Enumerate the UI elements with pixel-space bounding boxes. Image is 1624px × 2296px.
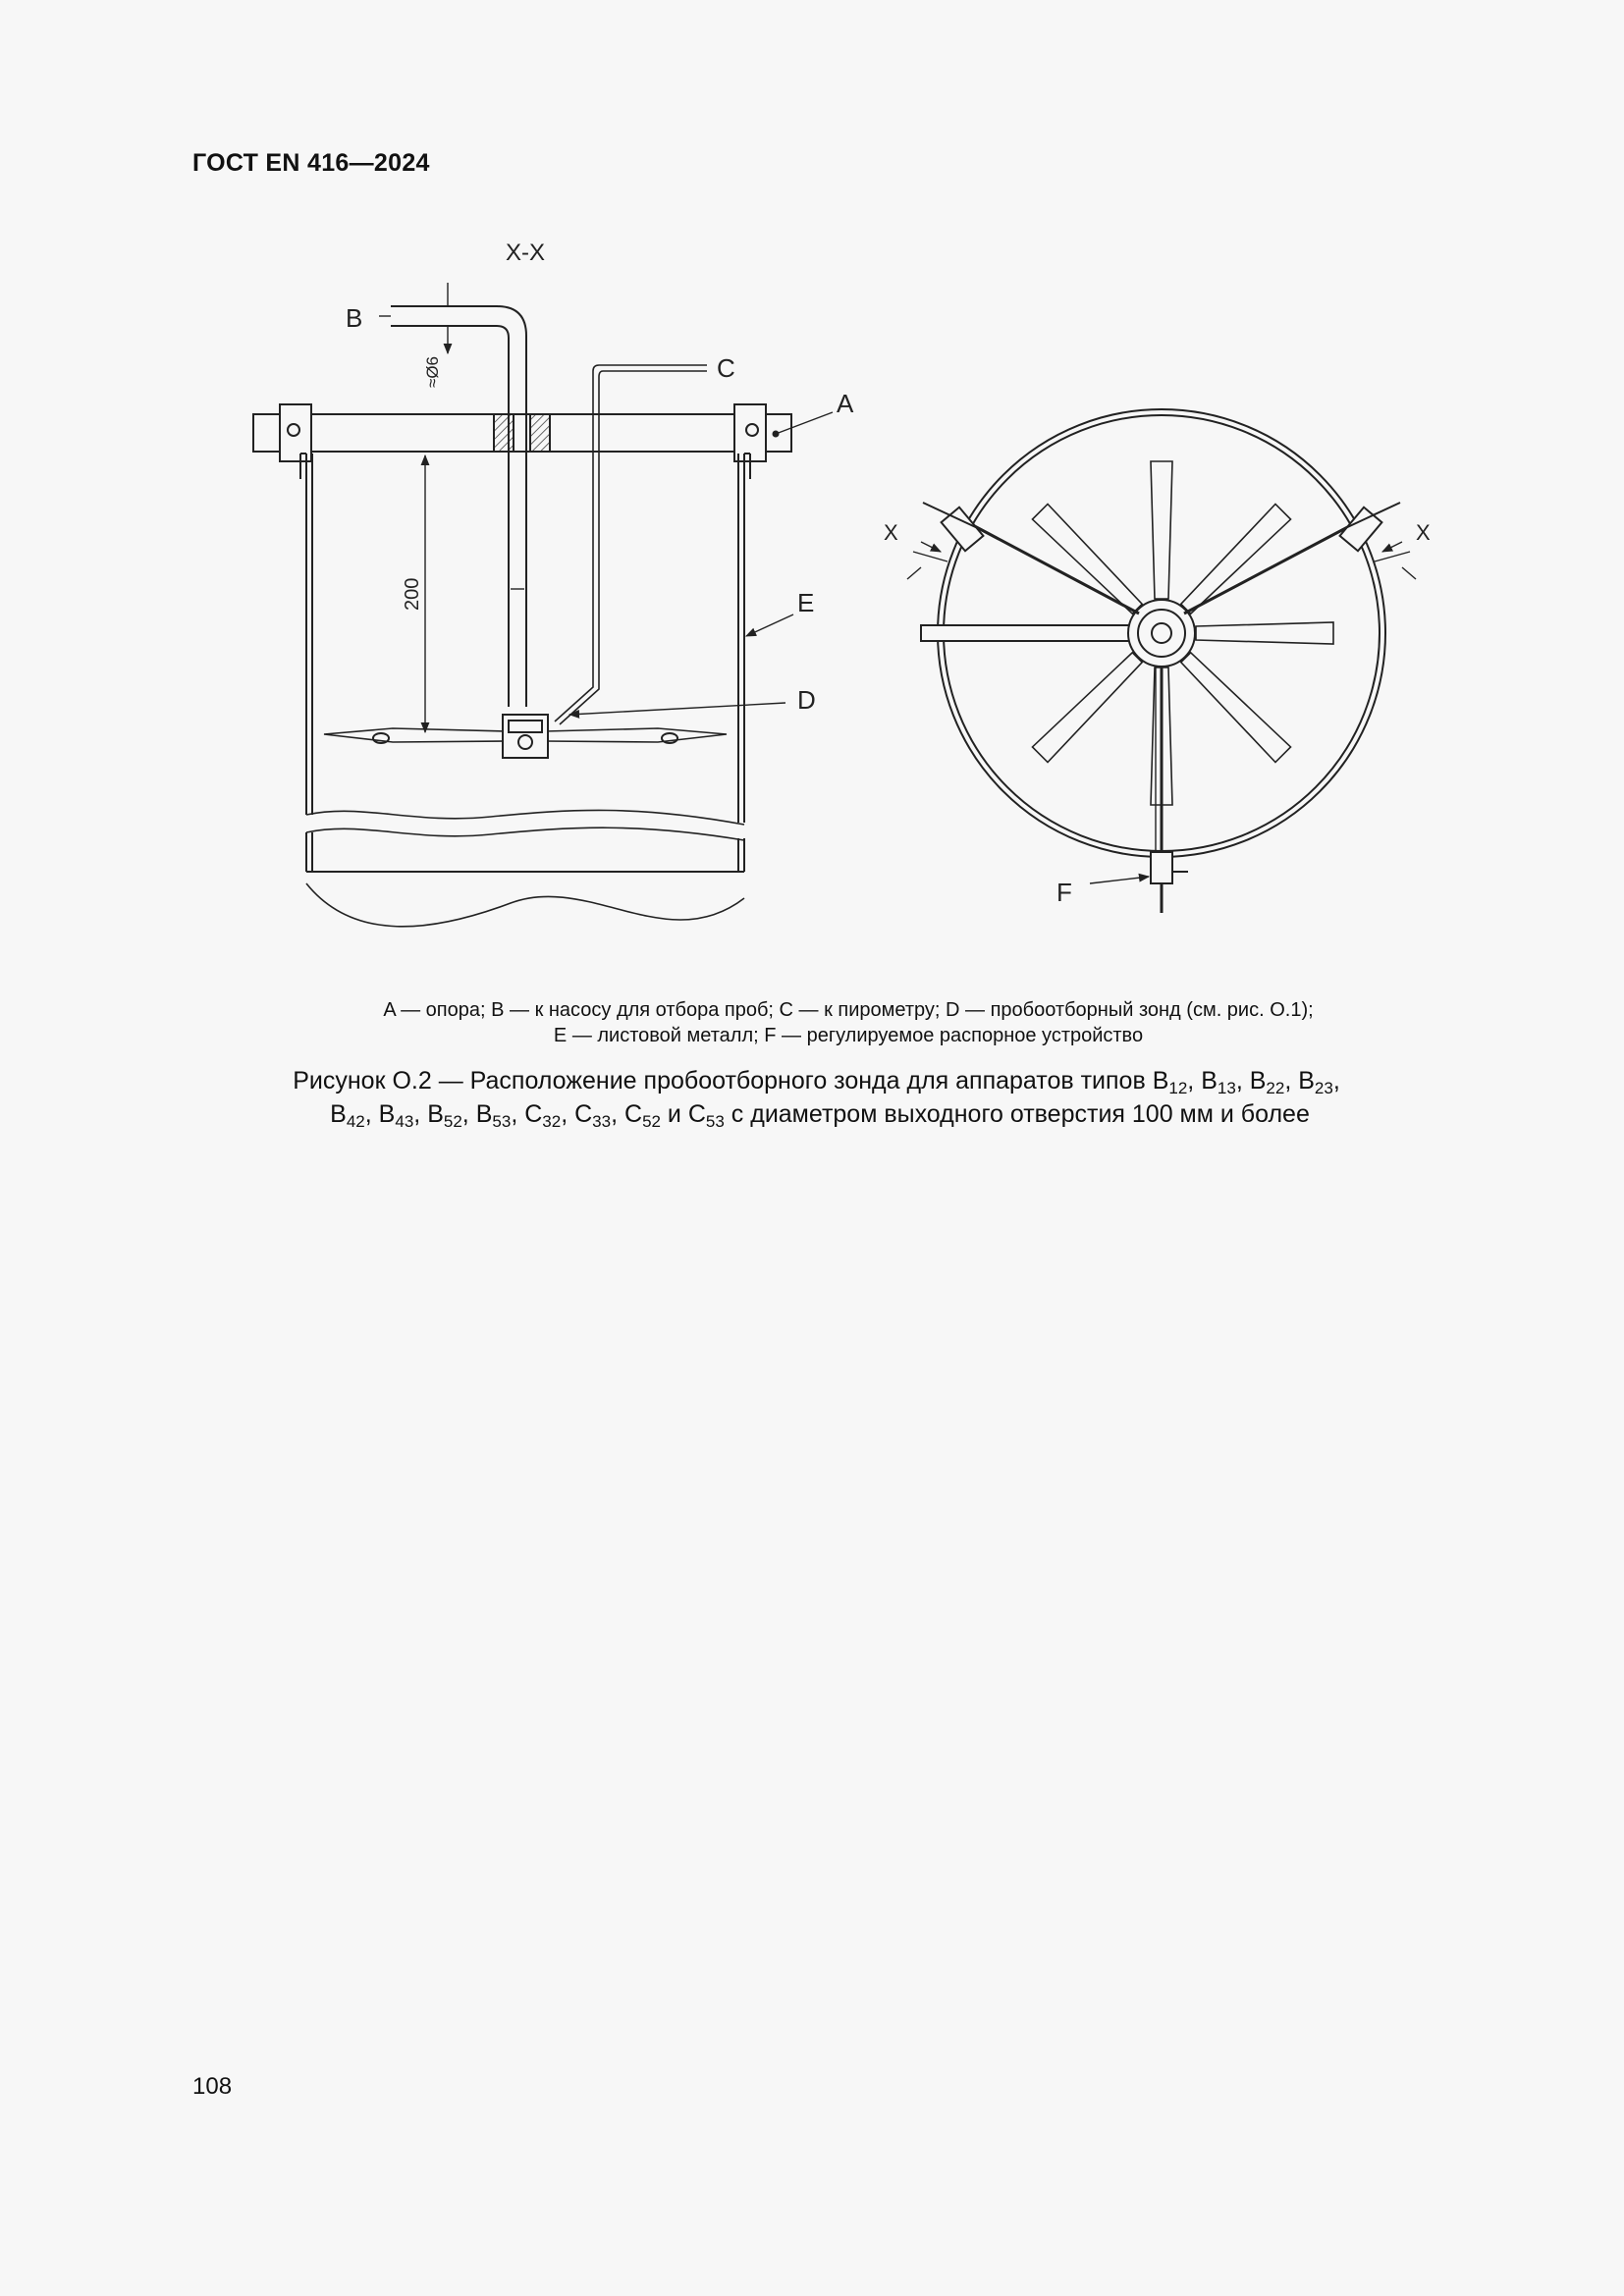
legend-line-1: A — опора; B — к насосу для отбора проб; C — к пирометру; D — пробоотборный зонд (см. рис. O.1); <box>383 999 1314 1021</box>
label-e: E <box>797 588 815 617</box>
break-line-lower <box>306 828 744 840</box>
section-label: X-X <box>505 240 546 266</box>
caption-type: $B_{43}$ <box>378 1100 414 1131</box>
plan-view <box>884 409 1431 913</box>
container-bottom-break <box>306 883 744 927</box>
caption-type: $B_{53}$ <box>475 1100 512 1131</box>
bar-cut-left <box>494 414 514 452</box>
caption-type: $C_{53}$ <box>687 1100 725 1131</box>
plan-pipe-b <box>921 625 1162 641</box>
probe-arm-right <box>545 728 727 742</box>
label-c: C <box>717 353 735 383</box>
caption-type: $B_{42}$ <box>330 1100 365 1131</box>
label-f: F <box>1056 878 1072 907</box>
container-wall-right <box>738 454 744 872</box>
diameter-dimension: ≈Ø6 <box>423 355 442 388</box>
caption-type: $C_{52}$ <box>624 1100 661 1131</box>
break-line-upper <box>306 810 744 825</box>
probe-arm-left <box>324 728 506 742</box>
caption-type: $B_{12}$ <box>1152 1067 1188 1097</box>
container-wall-left <box>306 454 312 872</box>
document-header: ГОСТ EN 416—2024 <box>192 149 430 177</box>
section-mark-right: X <box>1416 520 1431 545</box>
label-b: B <box>346 303 363 333</box>
support-bar <box>253 414 791 452</box>
caption-type: $B_{13}$ <box>1201 1067 1236 1097</box>
dimension-200: 200 <box>402 577 423 611</box>
spreader-rod-right <box>1184 522 1357 614</box>
caption-type: $B_{52}$ <box>427 1100 462 1131</box>
bar-cut-right <box>530 414 550 452</box>
page-number: 108 <box>192 2073 233 2100</box>
bracket-s <box>1151 852 1172 883</box>
section-mark-left: X <box>884 520 898 545</box>
caption-prefix: Рисунок О.2 — Расположение пробоотборного зонда для аппаратов типов <box>293 1067 1146 1095</box>
figure-caption <box>255 1064 1384 1131</box>
side-section-view <box>253 240 854 927</box>
figure-legend <box>291 997 1406 1048</box>
label-d: D <box>797 685 816 715</box>
pipe-b <box>391 306 526 707</box>
caption-type: $C_{33}$ <box>574 1100 612 1131</box>
caption-types: $B_{12}$, $B_{13}$, $B_{22}$, $B_{23}$, $B_{42}$, $B_{43}$, $B_{52}$, $B_{53}$, $C_{32}$, $C_{33}$, $C_{52}$ и $C_{53}$ <box>330 1067 1347 1131</box>
label-a: A <box>837 389 854 418</box>
caption-type: $C_{32}$ <box>524 1100 562 1131</box>
caption-type: $B_{22}$ <box>1249 1067 1285 1097</box>
caption-type: $B_{23}$ <box>1298 1067 1333 1097</box>
caption-suffix: с диаметром выходного отверстия 100 мм и более <box>731 1100 1310 1128</box>
spreader-rod-left <box>967 522 1139 614</box>
figure-sampling-probe-arrangement <box>226 226 1453 952</box>
legend-line-2: E — листовой металл; F — регулируемое распорное устройство <box>553 1025 1144 1046</box>
bracket-left <box>280 404 311 461</box>
